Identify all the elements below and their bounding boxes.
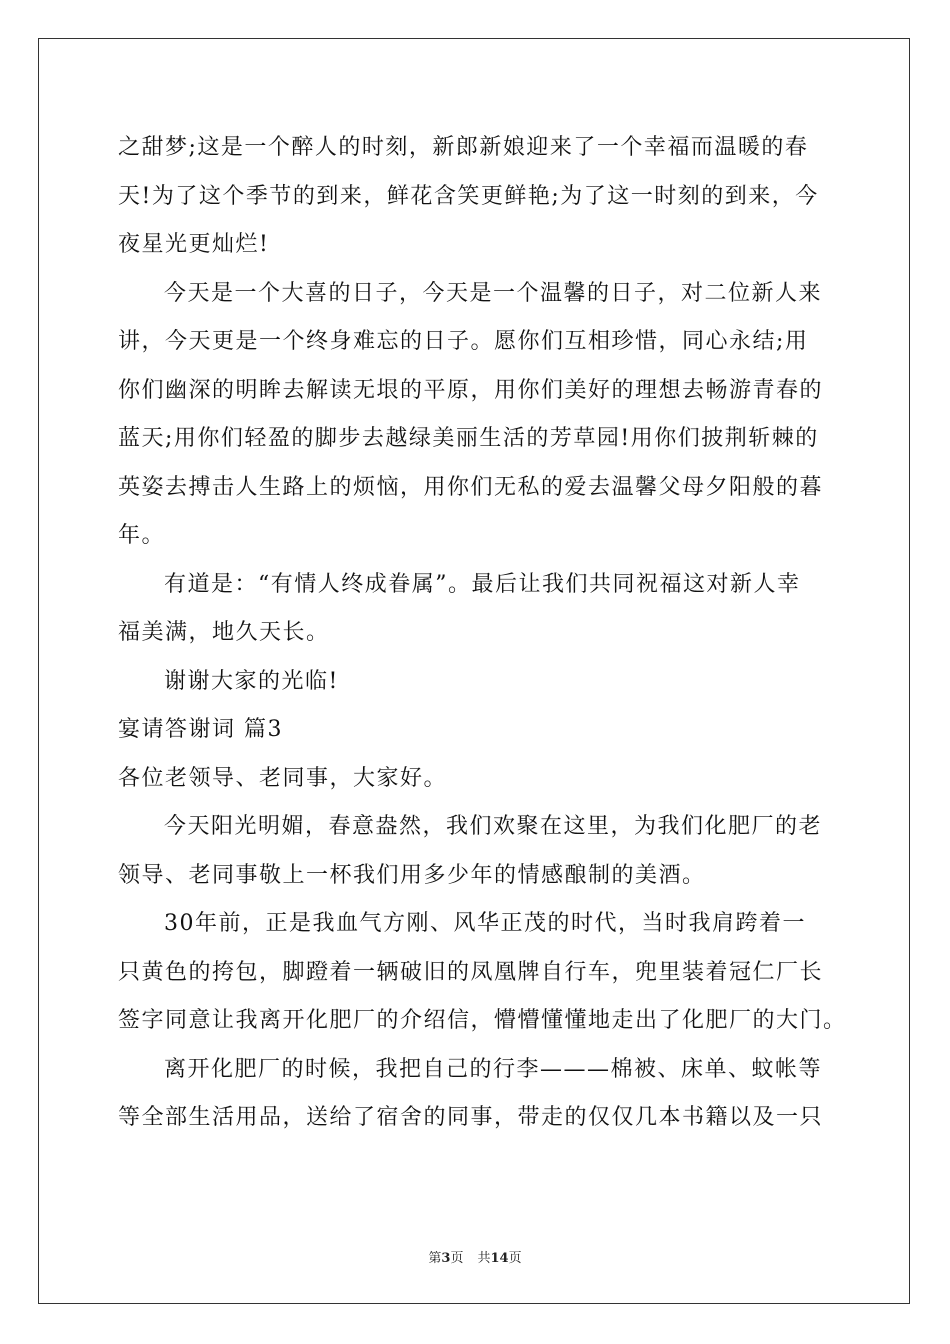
text-line: 签字同意让我离开化肥厂的介绍信，懵懵懂懂地走出了化肥厂的大门。: [118, 1008, 847, 1033]
text-line: 今天是一个大喜的日子，今天是一个温馨的日子，对二位新人来: [164, 280, 823, 306]
text-line: 30年前，正是我血气方刚、风华正茂的时代，当时我肩跨着一: [164, 911, 806, 936]
text-line: 谢谢大家的光临!: [164, 668, 339, 694]
text-line: 各位老领导、老同事，大家好。: [118, 765, 448, 791]
text-line: 离开化肥厂的时候，我把自己的行李———棉被、床单、蚊帐等: [164, 1056, 823, 1082]
total-pages: 14: [490, 1251, 509, 1266]
text-line: 年。: [118, 523, 166, 548]
text-line: 蓝天;用你们轻盈的脚步去越绿美丽生活的芳草园!用你们披荆斩棘的: [118, 426, 819, 451]
text-line: 今天阳光明媚，春意盎然，我们欢聚在这里，为我们化肥厂的老: [164, 814, 823, 839]
page-prefix: 第: [428, 1251, 442, 1266]
text-line: 夜星光更灿烂!: [118, 232, 270, 257]
section-heading: 宴请答谢词 篇3: [118, 717, 283, 742]
text-line: 你们幽深的明眸去解读无垠的平原，用你们美好的理想去畅游青春的: [118, 377, 824, 403]
page-footer: [0, 1247, 950, 1266]
page-number: 3: [441, 1251, 451, 1266]
text-line: 福美满，地久天长。: [118, 620, 330, 645]
text-line: 天!为了这个季节的到来，鲜花含笑更鲜艳;为了这一时刻的到来，今: [118, 183, 819, 209]
text-line: 讲，今天更是一个终身难忘的日子。愿你们互相珍惜，同心永结;用: [118, 329, 809, 354]
total-prefix: 共: [477, 1251, 491, 1266]
text-line: 等全部生活用品，送给了宿舍的同事，带走的仅仅几本书籍以及一只: [118, 1105, 824, 1130]
text-line: 之甜梦;这是一个醉人的时刻，新郎新娘迎来了一个幸福而温暖的春: [118, 135, 809, 160]
total-suffix: 页: [508, 1251, 522, 1266]
text-line: 只黄色的挎包，脚蹬着一辆破旧的凤凰牌自行车，兜里装着冠仁厂长: [118, 959, 824, 985]
text-line: 英姿去搏击人生路上的烦恼，用你们无私的爱去温馨父母夕阳般的暮: [118, 474, 824, 500]
text-line: 有道是：“有情人终成眷属”。最后让我们共同祝福这对新人幸: [164, 571, 801, 597]
page-suffix: 页: [450, 1251, 464, 1266]
document-body: [118, 124, 847, 1143]
text-line: 领导、老同事敬上一杯我们用多少年的情感酿制的美酒。: [118, 862, 706, 888]
